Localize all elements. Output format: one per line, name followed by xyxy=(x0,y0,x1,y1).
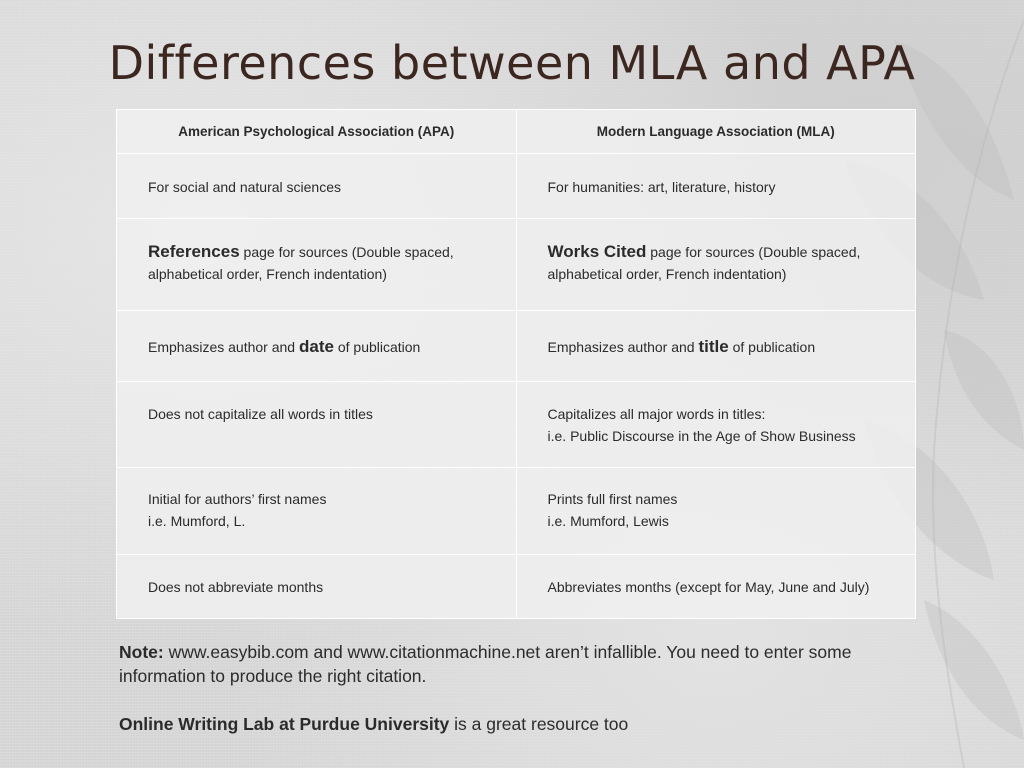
table-header-row xyxy=(117,110,916,154)
apa-emphasis-bold: date xyxy=(298,337,334,356)
cell-apa-field: For social and natural sciences xyxy=(117,154,517,219)
table-row xyxy=(117,555,916,619)
table-row xyxy=(117,219,916,311)
slide-title: Differences between MLA and APA xyxy=(108,36,916,90)
cell-mla-emphasis: Emphasizes author and title of publication xyxy=(516,311,916,382)
table-row xyxy=(117,154,916,219)
note-text: www.easybib.com and www.citationmachine.net aren’t infallible. You need to enter some information to produce the right citation. xyxy=(119,642,852,686)
apa-references-line2: alphabetical order, French indentation) xyxy=(148,266,387,282)
cell-apa-months: Does not abbreviate months xyxy=(117,555,517,619)
cell-mla-months: Abbreviates months (except for May, June and July) xyxy=(516,555,916,619)
table-row xyxy=(117,382,916,468)
cell-mla-works-cited xyxy=(516,219,916,311)
cell-apa-names: Initial for authors’ first names i.e. Mumford, L. xyxy=(117,468,517,555)
note-section xyxy=(119,640,919,736)
cell-apa-references xyxy=(117,219,517,311)
apa-references-text: page for sources (Double spaced, xyxy=(239,244,454,260)
owl-name: Online Writing Lab at Purdue University xyxy=(119,714,450,734)
mla-works-cited-text: page for sources (Double spaced, xyxy=(646,244,861,260)
header-apa: American Psychological Association (APA) xyxy=(117,110,517,154)
cell-apa-emphasis: Emphasizes author and date of publication xyxy=(117,311,517,382)
cell-mla-names: Prints full first names i.e. Mumford, Lewis xyxy=(516,468,916,555)
cell-apa-capitalization: Does not capitalize all words in titles xyxy=(117,382,517,468)
mla-works-cited-bold: Works Cited xyxy=(547,242,647,261)
header-mla: Modern Language Association (MLA) xyxy=(516,110,916,154)
note-paragraph xyxy=(119,640,919,688)
comparison-table xyxy=(116,109,916,619)
owl-paragraph xyxy=(119,712,919,736)
cell-mla-field: For humanities: art, literature, history xyxy=(516,154,916,219)
table-row xyxy=(117,311,916,382)
cell-mla-capitalization: Capitalizes all major words in titles: i.e. Public Discourse in the Age of Show Business xyxy=(516,382,916,468)
owl-text: is a great resource too xyxy=(449,714,629,734)
note-label: Note: xyxy=(119,642,164,662)
apa-references-bold: References xyxy=(148,242,240,261)
table-row xyxy=(117,468,916,555)
mla-emphasis-bold: title xyxy=(698,337,729,356)
mla-works-cited-line2: alphabetical order, French indentation) xyxy=(547,266,787,282)
